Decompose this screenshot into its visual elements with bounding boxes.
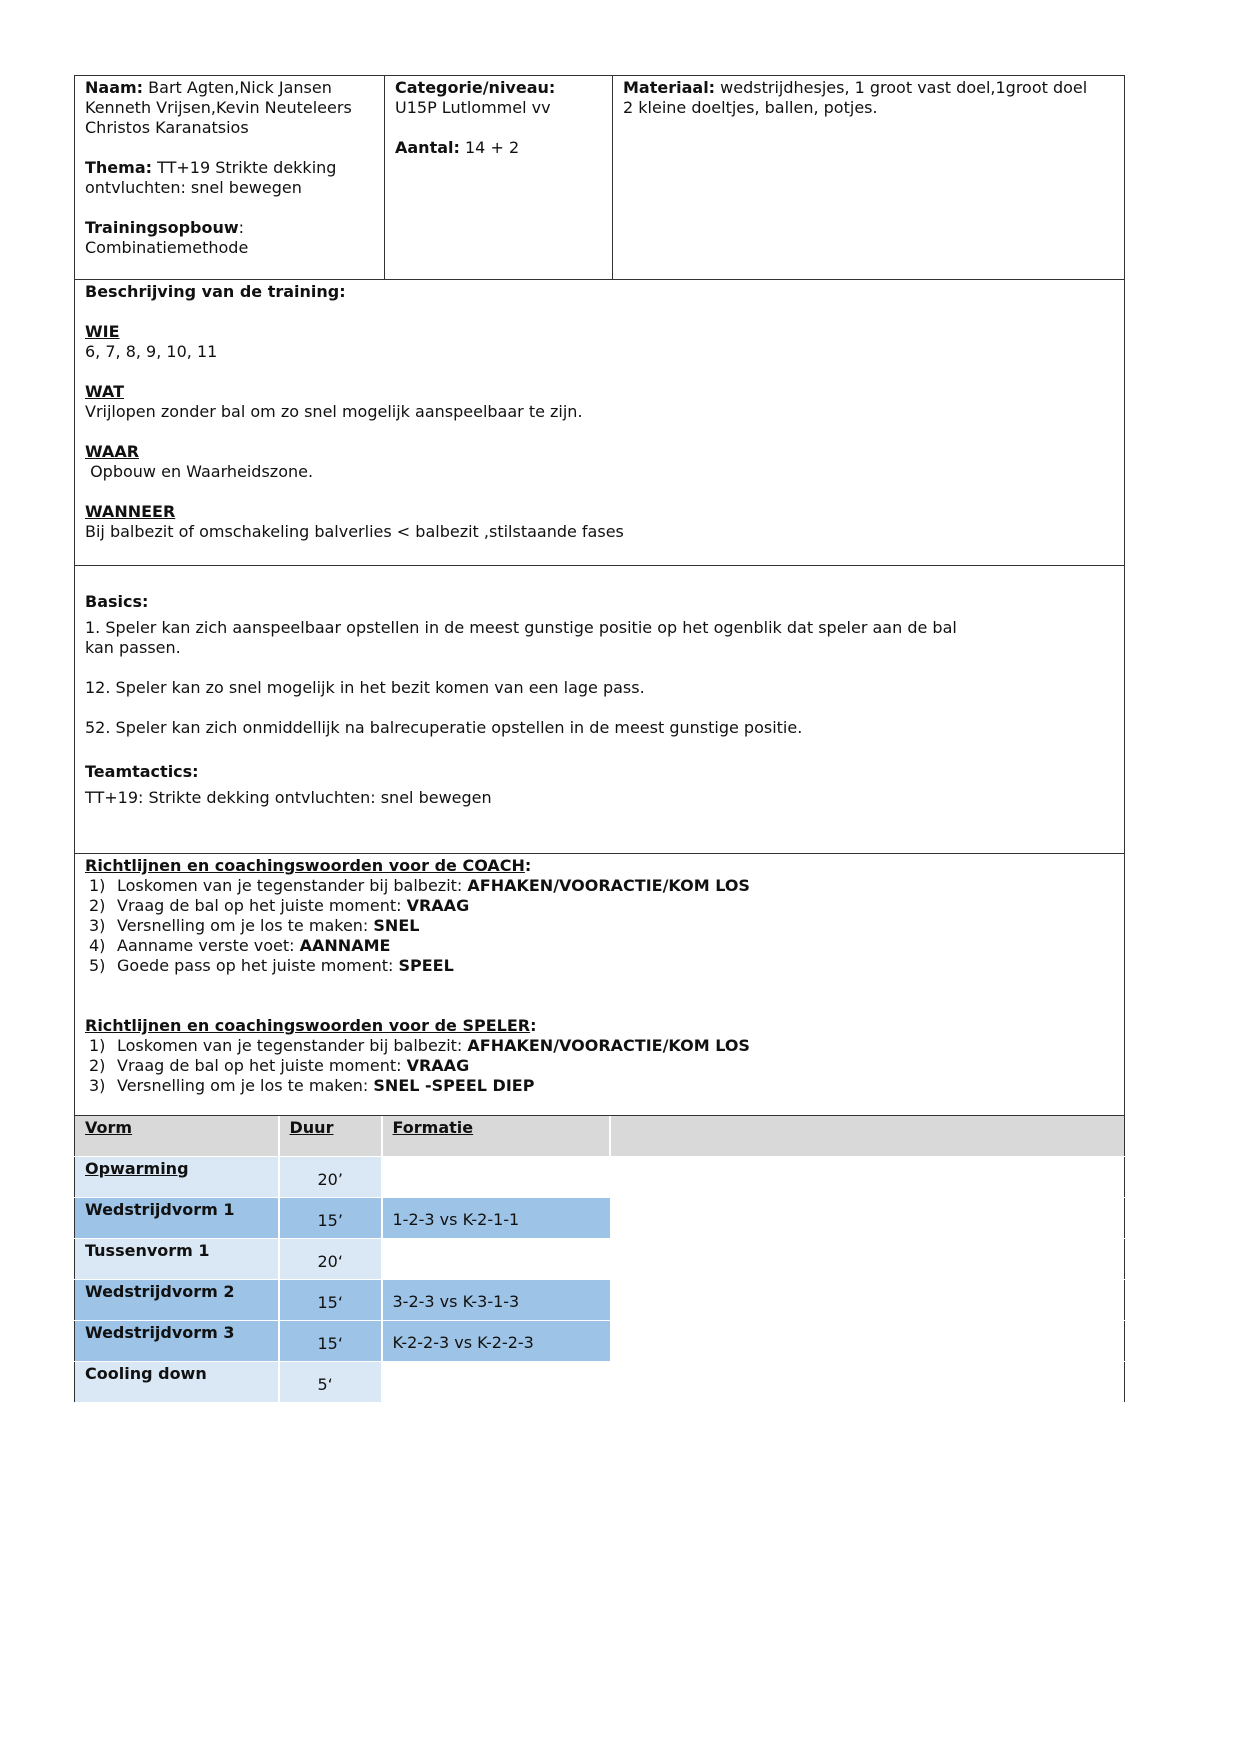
speler-item-number: 2) — [89, 1056, 106, 1075]
duur-cell-text: 15‘ — [317, 1333, 343, 1353]
formatie-cell — [382, 1361, 610, 1402]
categorie-label: Categorie/niveau: — [395, 78, 556, 97]
materiaal-line1: wedstrijdhesjes, 1 groot vast doel,1groot doel — [720, 78, 1088, 97]
vorm-cell-text: Cooling down — [85, 1363, 207, 1383]
vorm-cell — [75, 1238, 279, 1279]
materiaal-cell — [613, 76, 1124, 279]
schedule-row — [75, 1156, 1125, 1197]
speler-item — [85, 1056, 1114, 1076]
vorm-cell — [75, 1279, 279, 1320]
coach-item-keyword: VRAAG — [406, 896, 470, 915]
speler-item-keyword: AFHAKEN/VOORACTIE/KOM LOS — [467, 1036, 750, 1055]
coach-item-number: 5) — [89, 956, 106, 975]
speler-item — [85, 1076, 1114, 1096]
header-row — [74, 75, 1125, 280]
speler-item-number: 1) — [89, 1036, 106, 1055]
vorm-cell — [75, 1156, 279, 1197]
thema-value1: TT+19 Strikte dekking — [157, 158, 337, 177]
vorm-cell — [75, 1320, 279, 1361]
vorm-cell-text: Opwarming — [85, 1158, 189, 1178]
duur-cell-text: 20‘ — [317, 1251, 343, 1271]
formatie-cell-text: 1-2-3 vs K-2-1-1 — [392, 1209, 520, 1229]
extra-cell — [610, 1279, 1125, 1320]
speler-item-text: Versnelling om je los te maken: — [117, 1076, 374, 1095]
coaching-section: Richtlijnen en coachingswoorden voor de COACH: 1) Loskomen van je tegenstander bij balbezit: AFHAKEN/VOORACTIE/KOM LOS 2) Vraag de bal op het juiste moment: VRAAG 3) Versnelling om je los te maken: SNEL 4) Aanname verste voet: AANNAME 5) Goede pass op het juiste moment: SPEEL Richtlijnen en coachingswoorden voor de SPELER: 1) Loskomen van je tegenstander bij balbezit: AFHAKEN/VOORACTIE/KOM LOS 2) Vraag de bal op het juiste moment: VRAAG 3) Versnelling om je los te maken: SNEL -SPEEL DIEP — [74, 854, 1125, 1116]
vorm-cell-text: Wedstrijdvorm 2 — [85, 1281, 235, 1301]
basics-section — [74, 566, 1125, 854]
speler-item-number: 3) — [89, 1076, 106, 1095]
header-formatie: Formatie — [392, 1118, 474, 1137]
opbouw-label: Trainingsopbouw — [85, 218, 239, 237]
categorie-cell — [385, 76, 613, 279]
duur-cell-text: 5‘ — [317, 1374, 333, 1394]
basics-item-1-line1: 1. Speler kan zich aanspeelbaar opstellen in de meest gunstige positie op het ogenblik dat speler aan de bal — [85, 618, 957, 637]
speler-item — [85, 1036, 1114, 1056]
coach-item — [85, 896, 1114, 916]
extra-cell — [610, 1197, 1125, 1238]
formatie-cell — [382, 1197, 610, 1238]
basics-item-1 — [85, 618, 1114, 658]
duur-cell — [279, 1156, 382, 1197]
aantal-value: 14 + 2 — [465, 138, 520, 157]
opbouw-value: Combinatiemethode — [85, 238, 249, 257]
formatie-cell-text: 3-2-3 vs K-3-1-3 — [392, 1291, 520, 1311]
waar-label: WAAR — [85, 442, 140, 461]
wat-value: Vrijlopen zonder bal om zo snel mogelijk aanspeelbaar te zijn. — [85, 402, 583, 421]
formatie-cell — [382, 1238, 610, 1279]
coach-item — [85, 916, 1114, 936]
wanneer-label: WANNEER — [85, 502, 176, 521]
duur-cell — [279, 1320, 382, 1361]
naam-label: Naam: — [85, 78, 144, 97]
formatie-cell — [382, 1320, 610, 1361]
vorm-cell — [75, 1361, 279, 1402]
speler-list — [85, 1036, 1114, 1096]
header-vorm: Vorm — [85, 1118, 133, 1137]
coach-item — [85, 876, 1114, 896]
speler-item-keyword: SNEL -SPEEL DIEP — [373, 1076, 535, 1095]
coach-item-text: Goede pass op het juiste moment: — [117, 956, 399, 975]
vorm-cell — [75, 1197, 279, 1238]
beschrijving-section — [74, 280, 1125, 566]
coach-item-keyword: AANNAME — [299, 936, 391, 955]
coach-item-text: Loskomen van je tegenstander bij balbezit: — [117, 876, 468, 895]
duur-cell — [279, 1361, 382, 1402]
teamtactics-value: TT+19: Strikte dekking ontvluchten: snel bewegen — [85, 788, 492, 807]
wanneer-value: Bij balbezit of omschakeling balverlies < balbezit ,stilstaande fases — [85, 522, 624, 541]
opbouw-colon: : — [238, 218, 245, 237]
formatie-cell — [382, 1156, 610, 1197]
naam-cell — [75, 76, 385, 279]
basics-item-2: 12. Speler kan zo snel mogelijk in het bezit komen van een lage pass. — [85, 678, 645, 697]
duur-cell-text: 20’ — [317, 1169, 343, 1189]
teamtactics-title: Teamtactics: — [85, 762, 199, 781]
vorm-cell-text: Wedstrijdvorm 1 — [85, 1199, 235, 1219]
duur-cell — [279, 1238, 382, 1279]
coach-item-text: Vraag de bal op het juiste moment: — [117, 896, 407, 915]
speler-item-text: Loskomen van je tegenstander bij balbezit: — [117, 1036, 468, 1055]
aantal-label: Aantal: — [395, 138, 460, 157]
coach-item-number: 3) — [89, 916, 106, 935]
extra-cell — [610, 1320, 1125, 1361]
extra-cell — [610, 1156, 1125, 1197]
schedule-row — [75, 1320, 1125, 1361]
extra-cell — [610, 1238, 1125, 1279]
naam-line1: Bart Agten,Nick Jansen — [148, 78, 332, 97]
coach-item-number: 1) — [89, 876, 106, 895]
formatie-cell-text: K-2-2-3 vs K-2-2-3 — [392, 1332, 534, 1352]
duur-cell-text: 15‘ — [317, 1292, 343, 1312]
naam-line3: Christos Karanatsios — [85, 118, 249, 137]
schedule-row — [75, 1238, 1125, 1279]
categorie-value: U15P Lutlommel vv — [395, 98, 551, 117]
schedule-header-row — [75, 1116, 1125, 1156]
coach-item-number: 4) — [89, 936, 106, 955]
formatie-cell — [382, 1279, 610, 1320]
coach-item-keyword: SNEL — [373, 916, 420, 935]
waar-value: Opbouw en Waarheidszone. — [85, 462, 314, 481]
training-document — [74, 75, 1125, 1403]
coach-title: Richtlijnen en coachingswoorden voor de COACH — [85, 856, 525, 875]
basics-item-3: 52. Speler kan zich onmiddellijk na balrecuperatie opstellen in de meest gunstige positie. — [85, 718, 803, 737]
basics-title: Basics: — [85, 592, 149, 611]
thema-value2: ontvluchten: snel bewegen — [85, 178, 302, 197]
coach-item-text: Versnelling om je los te maken: — [117, 916, 374, 935]
vorm-cell-text: Wedstrijdvorm 3 — [85, 1322, 235, 1342]
coach-item-keyword: SPEEL — [398, 956, 454, 975]
schedule-row — [75, 1361, 1125, 1402]
beschrijving-title: Beschrijving van de training: — [85, 282, 346, 301]
wie-label: WIE — [85, 322, 120, 341]
duur-cell — [279, 1279, 382, 1320]
vorm-cell-text: Tussenvorm 1 — [85, 1240, 210, 1260]
naam-line2: Kenneth Vrijsen,Kevin Neuteleers — [85, 98, 352, 117]
coach-list — [85, 876, 1114, 976]
basics-item-1-line2: kan passen. — [85, 638, 181, 657]
wat-label: WAT — [85, 382, 124, 401]
coach-item-keyword: AFHAKEN/VOORACTIE/KOM LOS — [467, 876, 750, 895]
wie-value: 6, 7, 8, 9, 10, 11 — [85, 342, 218, 361]
materiaal-line2: 2 kleine doeltjes, ballen, potjes. — [623, 98, 878, 117]
header-duur: Duur — [289, 1118, 334, 1137]
coach-item-number: 2) — [89, 896, 106, 915]
coach-item — [85, 956, 1114, 976]
coach-item-text: Aanname verste voet: — [117, 936, 300, 955]
extra-cell — [610, 1361, 1125, 1402]
materiaal-label: Materiaal: — [623, 78, 716, 97]
thema-label: Thema: — [85, 158, 153, 177]
speler-item-text: Vraag de bal op het juiste moment: — [117, 1056, 407, 1075]
duur-cell-text: 15’ — [317, 1210, 343, 1230]
schedule-row — [75, 1279, 1125, 1320]
schedule-row — [75, 1197, 1125, 1238]
speler-item-keyword: VRAAG — [406, 1056, 470, 1075]
schedule-table — [74, 1116, 1125, 1403]
speler-title: Richtlijnen en coachingswoorden voor de SPELER — [85, 1016, 531, 1035]
coach-item — [85, 936, 1114, 956]
duur-cell — [279, 1197, 382, 1238]
